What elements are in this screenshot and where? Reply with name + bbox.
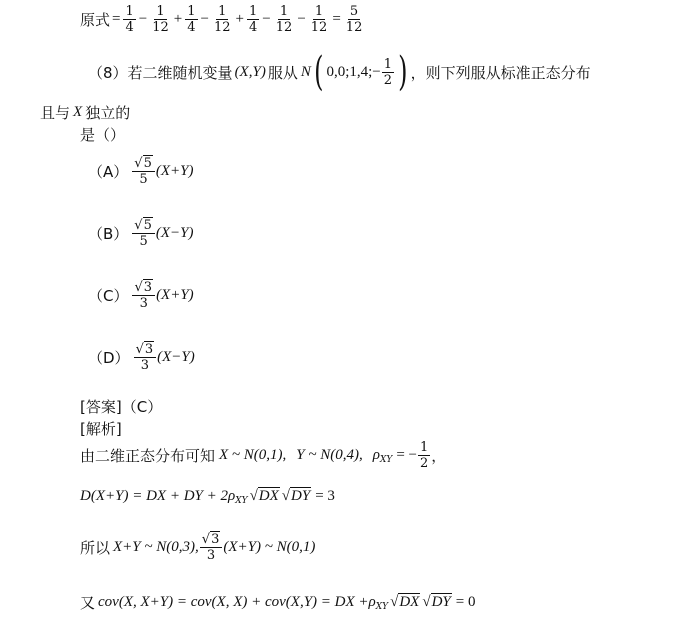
fraction: $\frac{1}{12}$ <box>214 4 231 35</box>
option-label: （A） <box>88 163 129 181</box>
analysis-label-line <box>80 418 122 439</box>
option-c <box>88 280 194 311</box>
question-line-2: 且与 X 独立的 <box>40 104 131 122</box>
fraction: $\frac{1}{12}$ <box>275 4 293 35</box>
answer-line <box>80 396 162 417</box>
sqrt-fraction: $\frac{√3}{3}$ <box>200 532 223 563</box>
option-coefficient: $\frac{√3}{3}$ <box>132 280 155 311</box>
question-line-3: 是（） <box>80 126 126 144</box>
analysis-label: [解析] <box>80 420 122 438</box>
fraction-result: $\frac{5}{12}$ <box>345 4 363 35</box>
option-label: （B） <box>88 225 129 243</box>
analysis-line-1: 由二维正态分布可知 X ~ N(0,1), Y ~ N(0,4), ρ XY = − $\frac{1}{2}$ ， <box>80 440 447 471</box>
option-a <box>88 156 193 187</box>
option-expression: (X−Y) <box>157 349 195 365</box>
option-d <box>88 342 195 373</box>
option-expression: (X+Y) <box>156 287 194 303</box>
distribution-params: 0,0;1,4;− <box>326 63 381 80</box>
equals-sign: = <box>112 11 121 27</box>
answer-value: （C） <box>121 398 163 416</box>
answer-label: [答案] <box>80 398 122 416</box>
random-vector: (X,Y) <box>234 63 266 80</box>
expression-label: 原式 <box>80 11 111 29</box>
question-number: （8） <box>88 63 128 82</box>
expression-line: 原式 = $\frac{1}{4}$ − $\frac{1}{12}$ + $\frac{1}{4}$ − $\frac{1}{12}$ + $\frac{1}{4}$ − $\frac{1}{12}$ − $\frac{1}{12}$ = $\frac{5}{12}$ <box>80 4 363 35</box>
option-coefficient: $\frac{√5}{5}$ <box>132 218 155 249</box>
question-line: （8） 若二维随机变量 (X,Y) 服从 N ( 0,0;1,4;− $\frac{1}{2}$ ) ，则下列服从标准正态分布 <box>88 49 591 95</box>
analysis-line-2: D(X+Y) = DX + DY + 2 ρ XY √ DX √ DY = 3 <box>80 488 335 506</box>
option-label: （D） <box>88 349 130 367</box>
fraction: $\frac{1}{4}$ <box>249 4 258 35</box>
rho-symbol: ρ <box>372 447 380 463</box>
option-b <box>88 218 194 249</box>
rho-fraction: $\frac{1}{2}$ <box>419 440 429 471</box>
fraction: $\frac{1}{4}$ <box>187 4 196 35</box>
right-paren: ) <box>398 49 408 95</box>
analysis-line-3: 所以 X+Y ~ N(0,3), $\frac{√3}{3}$ (X+Y) ~ N(0,1) <box>80 532 316 563</box>
option-expression: (X+Y) <box>155 163 194 179</box>
param-fraction: $\frac{1}{2}$ <box>383 56 393 88</box>
option-coefficient: $\frac{√5}{5}$ <box>132 156 155 187</box>
option-label: （C） <box>88 287 129 305</box>
fraction: $\frac{1}{4}$ <box>125 4 134 35</box>
fraction: $\frac{1}{12}$ <box>310 4 328 35</box>
distribution-letter: N <box>300 63 311 80</box>
analysis-line-4: 又 cov(X, X+Y) = cov(X, X) + cov(X,Y) = DX + ρ XY √ DX √ DY = 0 <box>80 594 476 612</box>
fraction: $\frac{1}{12}$ <box>152 4 169 35</box>
option-expression: (X−Y) <box>155 225 194 241</box>
left-paren: ( <box>313 49 324 95</box>
option-coefficient: $\frac{√3}{3}$ <box>134 342 157 373</box>
